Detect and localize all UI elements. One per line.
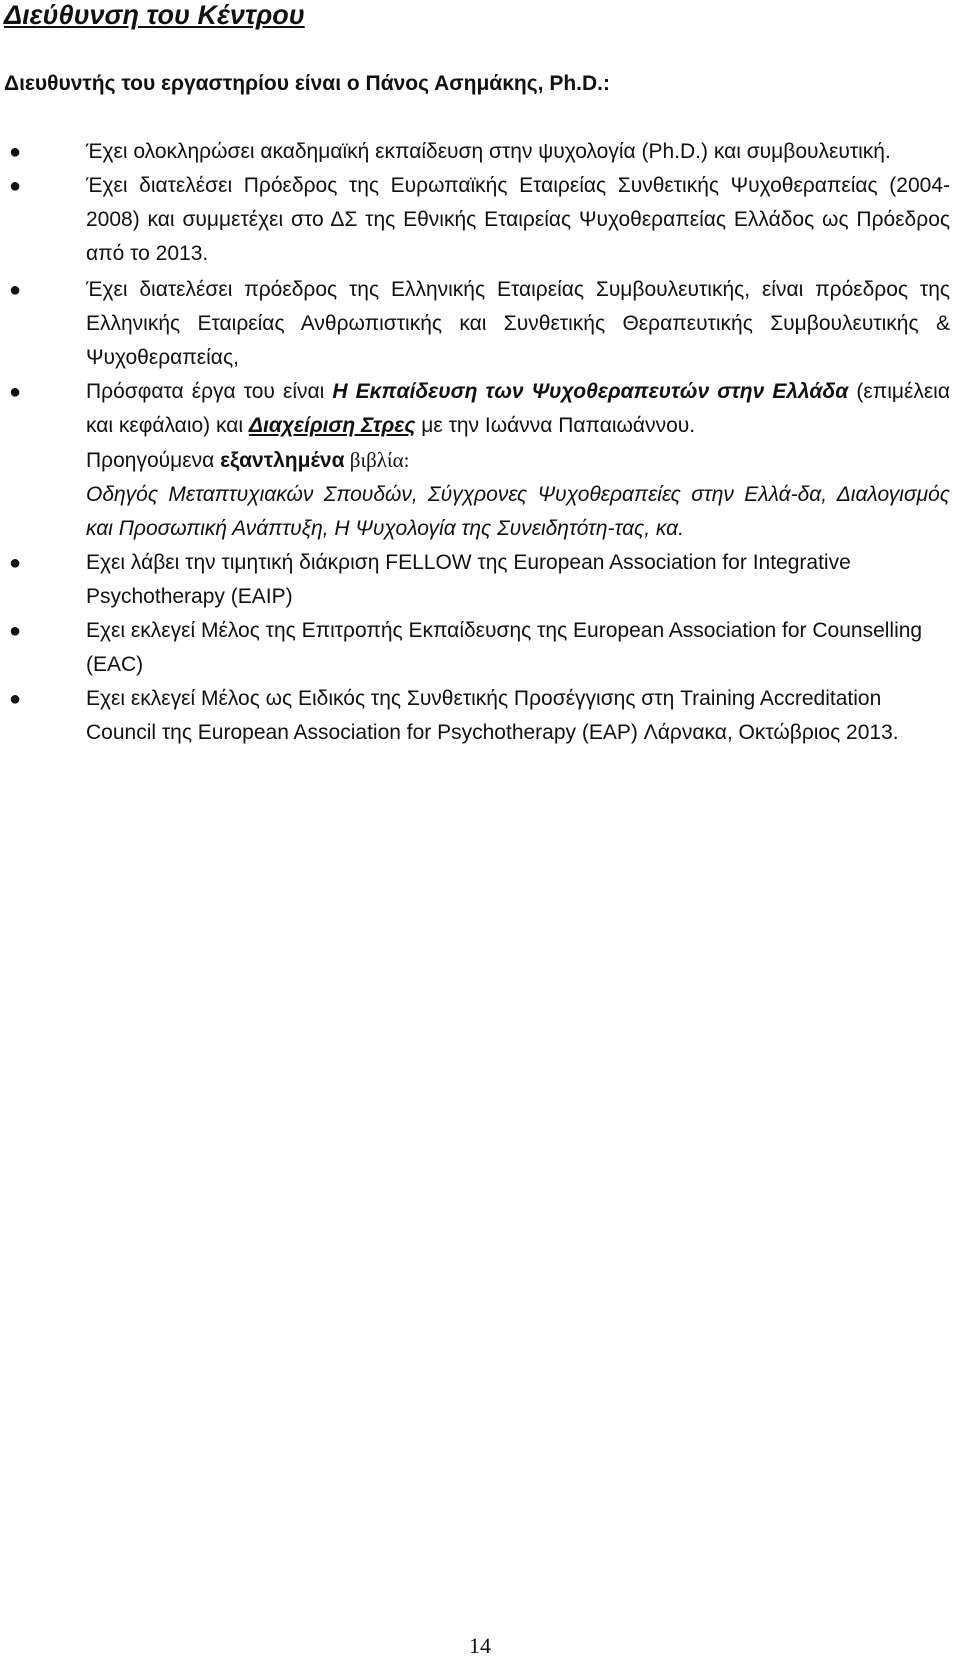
list-item-fellow bbox=[0, 546, 960, 614]
bullet-list bbox=[0, 135, 960, 750]
bullet-icon: ● bbox=[8, 279, 22, 301]
list-item-text: Εχει εκλεγεί Μέλος ως Ειδικός της Συνθετικής Προσέγγισης στη Training Accreditation Council της European Association for Psychotherapy (EAP) Λάρνακα, Οκτώβριος 2013. bbox=[86, 687, 899, 744]
bullet-icon: ● bbox=[8, 141, 22, 163]
previous-books-serif: βιβλία: bbox=[344, 448, 410, 472]
list-item-recent-works bbox=[0, 375, 960, 546]
bullet-icon: ● bbox=[8, 688, 22, 710]
list-item-text: Έχει διατελέσει Πρόεδρος της Ευρωπαϊκής Εταιρείας Συνθετικής Ψυχοθεραπείας (2004-2008) και συμμετέχει στο ΔΣ της Εθνικής Εταιρείας Ψυχοθεραπείας Ελλάδος ως Πρόεδρος από το 2013. bbox=[86, 174, 950, 265]
list-item-education bbox=[0, 135, 960, 169]
list-item-text: Έχει ολοκληρώσει ακαδημαϊκή εκπαίδευση στην ψυχολογία (Ph.D.) και συμβουλευτική. bbox=[86, 140, 891, 163]
list-item-text: Εχει εκλεγεί Μέλος της Επιτροπής Εκπαίδευσης της European Association for Counselling (EAC) bbox=[86, 619, 923, 676]
recent-works-end: με την Ιωάννα Παπαιωάννου. bbox=[415, 414, 696, 437]
director-line: Διευθυντής του εργαστηρίου είναι ο Πάνος Ασημάκης, Ph.D.: bbox=[4, 72, 611, 95]
recent-works-intro: Πρόσφατα έργα του είναι bbox=[86, 380, 333, 403]
bullet-icon: ● bbox=[8, 620, 22, 642]
previous-books-label: Προηγούμενα bbox=[86, 449, 221, 472]
previous-books-list: Οδηγός Μεταπτυχιακών Σπουδών, Σύγχρονες Ψυχοθεραπείες στην Ελλά-δα, Διαλογισμός και Προσωπική Ανάπτυξη, Η Ψυχολογία της Συνειδητότη-τας, κα. bbox=[86, 483, 950, 540]
list-item-presidency bbox=[0, 169, 960, 271]
list-item-counselling-society bbox=[0, 273, 960, 375]
list-item-text: Εχει λάβει την τιμητική διάκριση FELLOW της European Association for Integrative Psychotherapy (EAIP) bbox=[86, 551, 851, 608]
previous-books-bold: εξαντλημένα bbox=[220, 449, 345, 472]
recent-works-mid: (επιμέλεια και κεφάλαιο) και bbox=[86, 380, 950, 437]
section-heading: Διεύθυνση του Κέντρου bbox=[4, 0, 305, 30]
bullet-icon: ● bbox=[8, 552, 22, 574]
work-title-stress: Διαχείριση Στρες bbox=[248, 414, 416, 437]
list-item-eac bbox=[0, 614, 960, 682]
list-item-text: Έχει διατελέσει πρόεδρος της Ελληνικής Εταιρείας Συμβουλευτικής, είναι πρόεδρος της Ελληνικής Εταιρείας Ανθρωπιστικής και Συνθετικής Θεραπευτικής Συμβουλευτικής & Ψυχοθεραπείας, bbox=[86, 278, 950, 369]
bullet-icon: ● bbox=[8, 381, 22, 403]
work-title-training: Η Εκπαίδευση των Ψυχοθεραπευτών στην Ελλάδα bbox=[332, 380, 849, 403]
page-number: 14 bbox=[469, 1633, 491, 1658]
bullet-icon: ● bbox=[8, 175, 22, 197]
list-item-eap bbox=[0, 682, 960, 750]
previous-books-line bbox=[86, 443, 950, 478]
